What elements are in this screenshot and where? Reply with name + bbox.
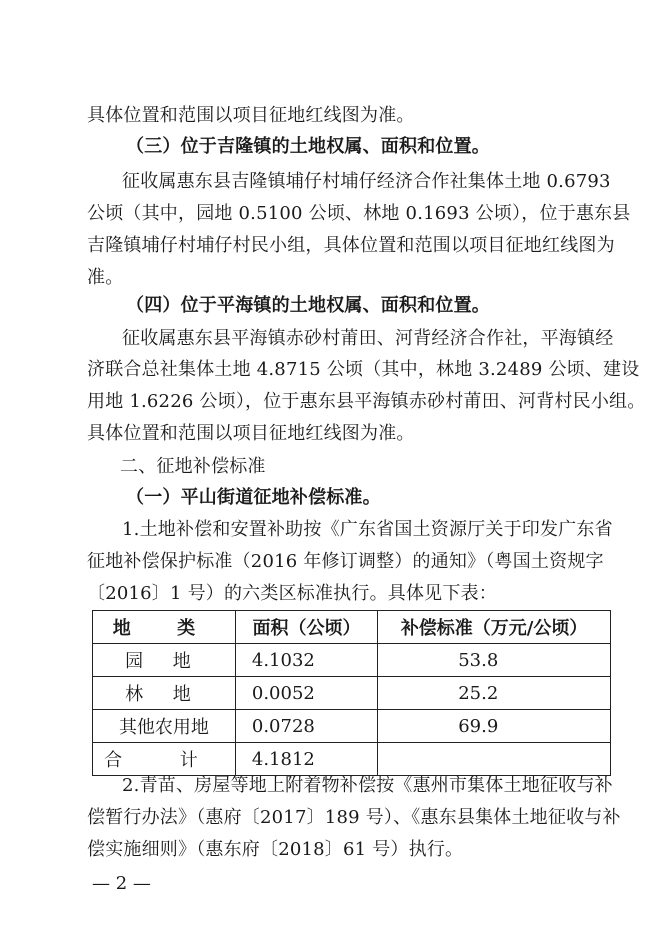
paragraph-line: 用地 1.6226 公顷），位于惠东县平海镇赤砂村莆田、河背村民小组。 <box>87 391 646 412</box>
paragraph-line: 征收属惠东县平海镇赤砂村莆田、河背经济合作社，平海镇经 <box>122 328 614 349</box>
page-number: — 2 — <box>92 873 151 894</box>
section-heading-3: （三）位于吉隆镇的土地权属、面积和位置。 <box>126 136 490 157</box>
cell-standard: 69.9 <box>378 710 611 743</box>
header-area: 面积（公顷） <box>235 611 377 644</box>
header-standard: 补偿标准（万元/公顷） <box>378 611 611 644</box>
section-heading-4: （四）位于平海镇的土地权属、面积和位置。 <box>126 295 490 316</box>
cell-area: 0.0728 <box>235 710 377 743</box>
paragraph-line: 2.青苗、房屋等地上附着物补偿按《惠州市集体土地征收与补 <box>122 775 613 796</box>
cell-total-label: 合 计 <box>93 743 236 776</box>
paragraph-line: 1.土地补偿和安置补助按《广东省国土资源厅关于印发广东省 <box>122 519 613 540</box>
cell-land-type: 园 地 <box>93 644 236 677</box>
paragraph-line: 济联合总社集体土地 4.8715 公顷（其中，林地 3.2489 公顷、建设 <box>87 359 640 380</box>
paragraph-line: 具体位置和范围以项目征地红线图为准。 <box>87 105 415 126</box>
table-row-total <box>93 743 611 776</box>
paragraph-line: 偿实施细则》（惠东府〔2018〕61 号）执行。 <box>87 839 464 860</box>
compensation-table <box>92 610 611 776</box>
section-subheading: （一）平山街道征地补偿标准。 <box>126 487 381 508</box>
cell-land-type: 林 地 <box>93 677 236 710</box>
paragraph-line: 〔2016〕1 号）的六类区标准执行。具体见下表： <box>87 583 497 604</box>
cell-land-type: 其他农用地 <box>93 710 236 743</box>
header-land-type: 地 类 <box>93 611 236 644</box>
paragraph-line: 准。 <box>87 267 124 288</box>
paragraph-line: 公顷（其中，园地 0.5100 公顷、林地 0.1693 公顷），位于惠东县 <box>87 203 631 224</box>
cell-area: 4.1032 <box>235 644 377 677</box>
paragraph-line: 征收属惠东县吉隆镇埔仔村埔仔经济合作社集体土地 0.6793 <box>122 171 611 192</box>
cell-area: 0.0052 <box>235 677 377 710</box>
paragraph-line: 具体位置和范围以项目征地红线图为准。 <box>87 423 415 444</box>
table-row <box>93 677 611 710</box>
cell-total-area: 4.1812 <box>235 743 377 776</box>
section-heading-main: 二、征地补偿标准 <box>120 456 266 477</box>
cell-standard: 53.8 <box>378 644 611 677</box>
table-row <box>93 644 611 677</box>
table-row <box>93 710 611 743</box>
paragraph-line: 征地补偿保护标准（2016 年修订调整）的通知》（粤国土资规字 <box>87 551 604 572</box>
paragraph-line: 偿暂行办法》（惠府〔2017〕189 号）、《惠东县集体土地征收与补 <box>87 807 621 828</box>
paragraph-line: 吉隆镇埔仔村埔仔村民小组，具体位置和范围以项目征地红线图为 <box>87 235 615 256</box>
table-header-row <box>93 611 611 644</box>
cell-standard: 25.2 <box>378 677 611 710</box>
cell-total-standard <box>378 743 611 776</box>
